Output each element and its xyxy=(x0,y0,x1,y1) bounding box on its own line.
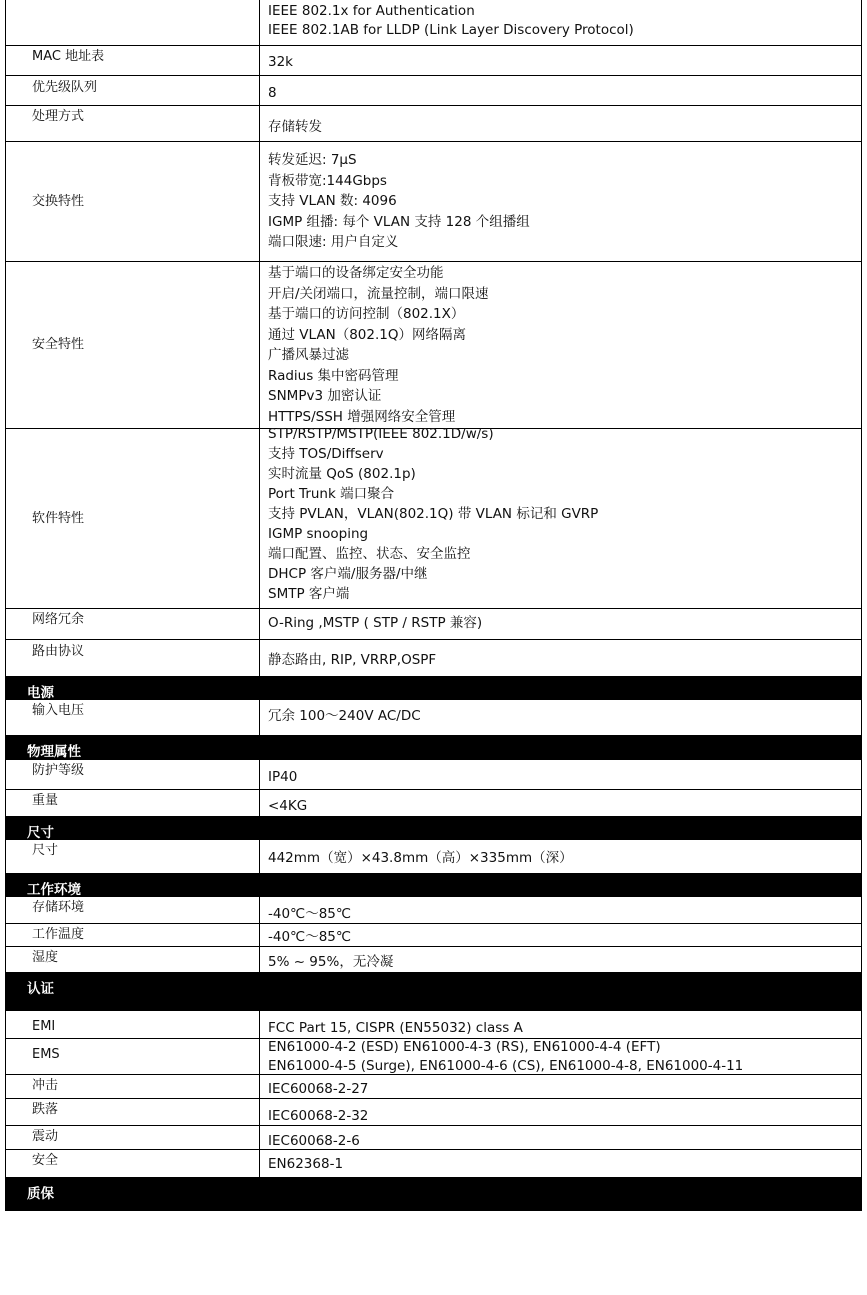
spec-label: 交换特性 xyxy=(32,193,85,209)
spec-value-line: 支持 TOS/Diffserv xyxy=(268,446,384,462)
section-title: 工作环境 xyxy=(27,882,81,898)
spec-value-line: SNMPv3 加密认证 xyxy=(268,388,382,404)
spec-row xyxy=(5,1075,862,1099)
spec-label: 工作温度 xyxy=(32,927,85,942)
spec-row xyxy=(5,840,862,874)
spec-label: MAC 地址表 xyxy=(32,49,105,64)
spec-value-line: 端口限速: 用户自定义 xyxy=(268,234,399,250)
spec-label-cell xyxy=(6,1011,260,1038)
spec-label-cell xyxy=(6,262,260,428)
spec-value-line: 冗余 100～240V AC/DC xyxy=(268,708,421,724)
section-title: 物理属性 xyxy=(27,744,81,760)
spec-value-line: FCC Part 15, CISPR (EN55032) class A xyxy=(268,1020,523,1036)
spec-value-cell xyxy=(268,2,855,40)
spec-label-cell xyxy=(6,0,260,45)
section-title: 质保 xyxy=(27,1186,54,1202)
spec-label-cell xyxy=(6,76,260,105)
spec-value-line: 8 xyxy=(268,85,277,101)
spec-value-line: 基于端口的设备绑定安全功能 xyxy=(268,265,444,281)
spec-row xyxy=(5,426,862,609)
spec-label-cell xyxy=(6,1150,260,1177)
spec-value-cell xyxy=(268,1019,855,1038)
spec-value-line: 442mm（宽）×43.8mm（高）×335mm（深） xyxy=(268,850,573,866)
spec-value-cell xyxy=(268,424,855,604)
spec-value-line: 32k xyxy=(268,54,293,70)
spec-value-line: -40℃～85℃ xyxy=(268,929,352,945)
spec-label: 跌落 xyxy=(32,1102,59,1117)
spec-row xyxy=(5,262,862,429)
spec-row xyxy=(5,609,862,640)
spec-label-cell xyxy=(6,609,260,639)
spec-label-cell xyxy=(6,700,260,735)
section-title: 尺寸 xyxy=(27,825,54,841)
spec-value-cell xyxy=(268,614,855,633)
spec-row xyxy=(5,897,862,924)
spec-value-cell xyxy=(268,707,855,726)
spec-value-line: Radius 集中密码管理 xyxy=(268,367,399,384)
spec-label-cell xyxy=(6,947,260,972)
spec-value-cell xyxy=(268,651,855,670)
spec-value-cell xyxy=(268,84,855,103)
spec-row xyxy=(5,760,862,790)
spec-label-cell xyxy=(6,897,260,923)
spec-value-line: IEEE 802.1AB for LLDP (Link Layer Discovery Protocol) xyxy=(268,22,634,38)
spec-label: 网络冗余 xyxy=(32,612,85,627)
spec-row xyxy=(5,1126,862,1150)
spec-row xyxy=(5,924,862,947)
spec-label: 存储环境 xyxy=(32,900,85,915)
spec-value-line: EN61000-4-2 (ESD) EN61000-4-3 (RS), EN61000-4-4 (EFT) xyxy=(268,1039,661,1055)
spec-row xyxy=(5,1150,862,1178)
spec-value-cell xyxy=(268,849,855,868)
spec-row xyxy=(5,700,862,736)
spec-value-line: 背板带宽:144Gbps xyxy=(268,172,387,189)
section-header xyxy=(5,736,862,760)
spec-value-line: 广播风暴过滤 xyxy=(268,347,349,363)
spec-value-cell xyxy=(268,797,855,816)
spec-value-line: IGMP 组播: 每个 VLAN 支持 128 个组播组 xyxy=(268,213,530,230)
spec-label: 安全特性 xyxy=(32,337,85,352)
spec-label-cell xyxy=(6,106,260,141)
spec-value-line: 5% ~ 95%，无冷凝 xyxy=(268,954,394,970)
spec-row xyxy=(5,640,862,677)
spec-value-cell xyxy=(268,953,855,972)
spec-label: 处理方式 xyxy=(32,109,85,124)
section-header xyxy=(5,677,862,700)
spec-value-line: <4KG xyxy=(268,798,308,814)
spec-value-cell xyxy=(268,1107,855,1126)
spec-row xyxy=(5,142,862,262)
spec-value-line: 支持 VLAN 数: 4096 xyxy=(268,193,397,209)
spec-value-cell xyxy=(268,1155,855,1174)
spec-label-cell xyxy=(6,840,260,873)
spec-label: EMI xyxy=(32,1019,56,1034)
spec-label: 冲击 xyxy=(32,1078,59,1093)
spec-value-line: 静态路由, RIP, VRRP,OSPF xyxy=(268,652,437,668)
spec-value-line: DHCP 客户端/服务器/中继 xyxy=(268,566,428,582)
section-header xyxy=(5,1178,862,1211)
spec-value-line: EN62368-1 xyxy=(268,1156,344,1172)
spec-row xyxy=(5,0,862,46)
spec-row xyxy=(5,947,862,973)
spec-value-line: EN61000-4-5 (Surge), EN61000-4-6 (CS), EN61000-4-8, EN61000-4-11 xyxy=(268,1058,744,1074)
spec-value-line: IGMP snooping xyxy=(268,526,369,542)
spec-value-line: IEC60068-2-6 xyxy=(268,1133,360,1149)
spec-label: 路由协议 xyxy=(32,644,85,659)
spec-label-cell xyxy=(6,924,260,946)
spec-label: 防护等级 xyxy=(32,763,85,778)
spec-label: 震动 xyxy=(32,1129,59,1144)
spec-value-cell xyxy=(268,768,855,787)
spec-value-line: -40℃～85℃ xyxy=(268,906,352,922)
spec-label-cell xyxy=(6,429,260,608)
spec-label-cell xyxy=(6,640,260,676)
spec-value-cell xyxy=(268,1080,855,1099)
spec-row xyxy=(5,1011,862,1039)
spec-value-line: 通过 VLAN（802.1Q）网络隔离 xyxy=(268,326,466,343)
spec-label: 软件特性 xyxy=(32,510,85,526)
spec-label: 安全 xyxy=(32,1153,59,1168)
spec-value-line: 转发延迟: 7µS xyxy=(268,152,357,168)
spec-value-line: O-Ring ,MSTP ( STP / RSTP 兼容) xyxy=(268,615,483,631)
spec-label-cell xyxy=(6,142,260,261)
spec-value-line: 支持 PVLAN，VLAN(802.1Q) 带 VLAN 标记和 GVRP xyxy=(268,506,599,522)
spec-value-cell xyxy=(268,1038,855,1076)
section-title: 认证 xyxy=(27,981,54,997)
spec-row xyxy=(5,106,862,142)
spec-row xyxy=(5,1099,862,1126)
section-header xyxy=(5,874,862,897)
section-header xyxy=(5,817,862,840)
spec-value-line: Port Trunk 端口聚合 xyxy=(268,486,395,502)
spec-value-line: 基于端口的访问控制（802.1X） xyxy=(268,306,465,322)
spec-value-line: IP40 xyxy=(268,769,298,785)
spec-value-line: SMTP 客户端 xyxy=(268,586,350,602)
spec-row xyxy=(5,1039,862,1075)
spec-label-cell xyxy=(6,760,260,789)
spec-row xyxy=(5,76,862,106)
spec-value-cell xyxy=(268,53,855,72)
spec-value-line: IEEE 802.1x for Authentication xyxy=(268,3,475,19)
spec-label-cell xyxy=(6,1039,260,1074)
spec-value-line: STP/RSTP/MSTP(IEEE 802.1D/w/s) xyxy=(268,426,494,442)
spec-value-line: 端口配置、监控、状态、安全监控 xyxy=(268,546,471,562)
spec-label: 湿度 xyxy=(32,950,59,965)
spec-table xyxy=(5,0,862,1211)
spec-label: 优先级队列 xyxy=(32,80,98,95)
spec-value-cell xyxy=(268,928,855,947)
spec-label: EMS xyxy=(32,1047,60,1062)
spec-label-cell xyxy=(6,1099,260,1125)
spec-label: 尺寸 xyxy=(32,843,59,858)
spec-label-cell xyxy=(6,790,260,816)
spec-row xyxy=(5,790,862,817)
spec-value-cell xyxy=(268,150,855,253)
spec-row xyxy=(5,46,862,76)
section-header xyxy=(5,973,862,1011)
spec-value-line: 开启/关闭端口，流量控制，端口限速 xyxy=(268,285,489,302)
spec-value-line: IEC60068-2-27 xyxy=(268,1081,369,1097)
spec-label: 重量 xyxy=(32,793,59,808)
spec-label-cell xyxy=(6,1126,260,1149)
spec-value-line: 存储转发 xyxy=(268,119,322,135)
spec-value-cell xyxy=(268,263,855,427)
spec-label-cell xyxy=(6,46,260,75)
spec-value-cell xyxy=(268,905,855,924)
spec-value-line: IEC60068-2-32 xyxy=(268,1108,369,1124)
spec-value-line: HTTPS/SSH 增强网络安全管理 xyxy=(268,408,456,425)
spec-value-line: 实时流量 QoS (802.1p) xyxy=(268,466,416,482)
spec-label: 输入电压 xyxy=(32,703,85,718)
spec-value-cell xyxy=(268,1132,855,1151)
spec-value-cell xyxy=(268,118,855,137)
section-title: 电源 xyxy=(27,685,54,701)
spec-label-cell xyxy=(6,1075,260,1098)
